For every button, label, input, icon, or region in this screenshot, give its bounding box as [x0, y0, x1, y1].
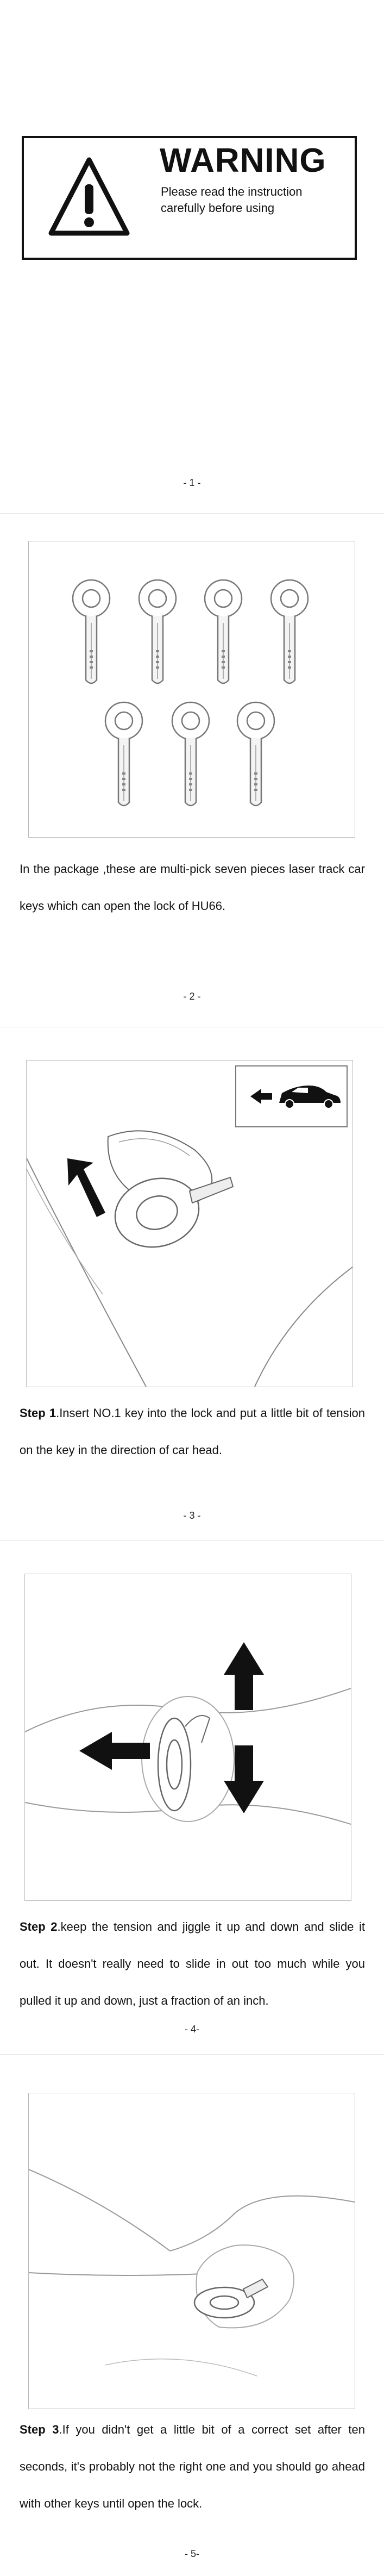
arrow-icon [67, 1158, 105, 1217]
key-icon [73, 580, 110, 683]
key-icon [139, 580, 176, 683]
step-2-illustration [24, 1574, 351, 1901]
car-direction-box [236, 1066, 347, 1127]
page-number: - 1 - [183, 477, 201, 488]
step-label: Step 3 [20, 2423, 59, 2436]
keys-illustration [28, 541, 355, 838]
key-icon [205, 580, 242, 683]
page-number: - 4- [185, 2024, 199, 2035]
arrow-icon [79, 1732, 150, 1770]
step-label: Step 2 [20, 1920, 58, 1933]
page-3-text: Step 1.Insert NO.1 key into the lock and put a little bit of tension on the key in the direction of car head. [20, 1406, 365, 1457]
key-icon [237, 702, 274, 806]
page-number: - 5- [185, 2548, 199, 2559]
page-5 [0, 2055, 384, 2576]
key-icon [172, 702, 209, 806]
warning-text: Please read the instruction carefully before using [161, 185, 303, 215]
page-4 [0, 1541, 384, 2055]
page-3 [0, 1027, 384, 1541]
step-1-illustration [26, 1060, 353, 1387]
key-icon [105, 702, 142, 806]
page-1 [0, 0, 384, 514]
page-2 [0, 514, 384, 1027]
key-icon [271, 580, 308, 683]
page-4-text: Step 2.keep the tension and jiggle it up and down and slide it out. It doesn't really need to slide in out too much while you pulled it up and down, just a fraction of an inch. [20, 1920, 365, 2007]
arrow-icon [224, 1642, 264, 1710]
page-2-text: In the package ,these are multi-pick seven pieces laser track car keys which can open the lock of HU66. [20, 862, 365, 913]
warning-box [22, 136, 357, 260]
warning-title: WARNING [160, 142, 326, 179]
page-number: - 3 - [183, 1510, 201, 1521]
warning-triangle-icon [46, 154, 133, 241]
page-number: - 2 - [183, 991, 201, 1002]
step-3-illustration [28, 2093, 355, 2409]
step-label: Step 1 [20, 1406, 56, 1420]
page-5-text: Step 3.If you didn't get a little bit of a correct set after ten seconds, it's probably not the right one and you should go ahead with other keys until open the lock. [20, 2423, 365, 2510]
